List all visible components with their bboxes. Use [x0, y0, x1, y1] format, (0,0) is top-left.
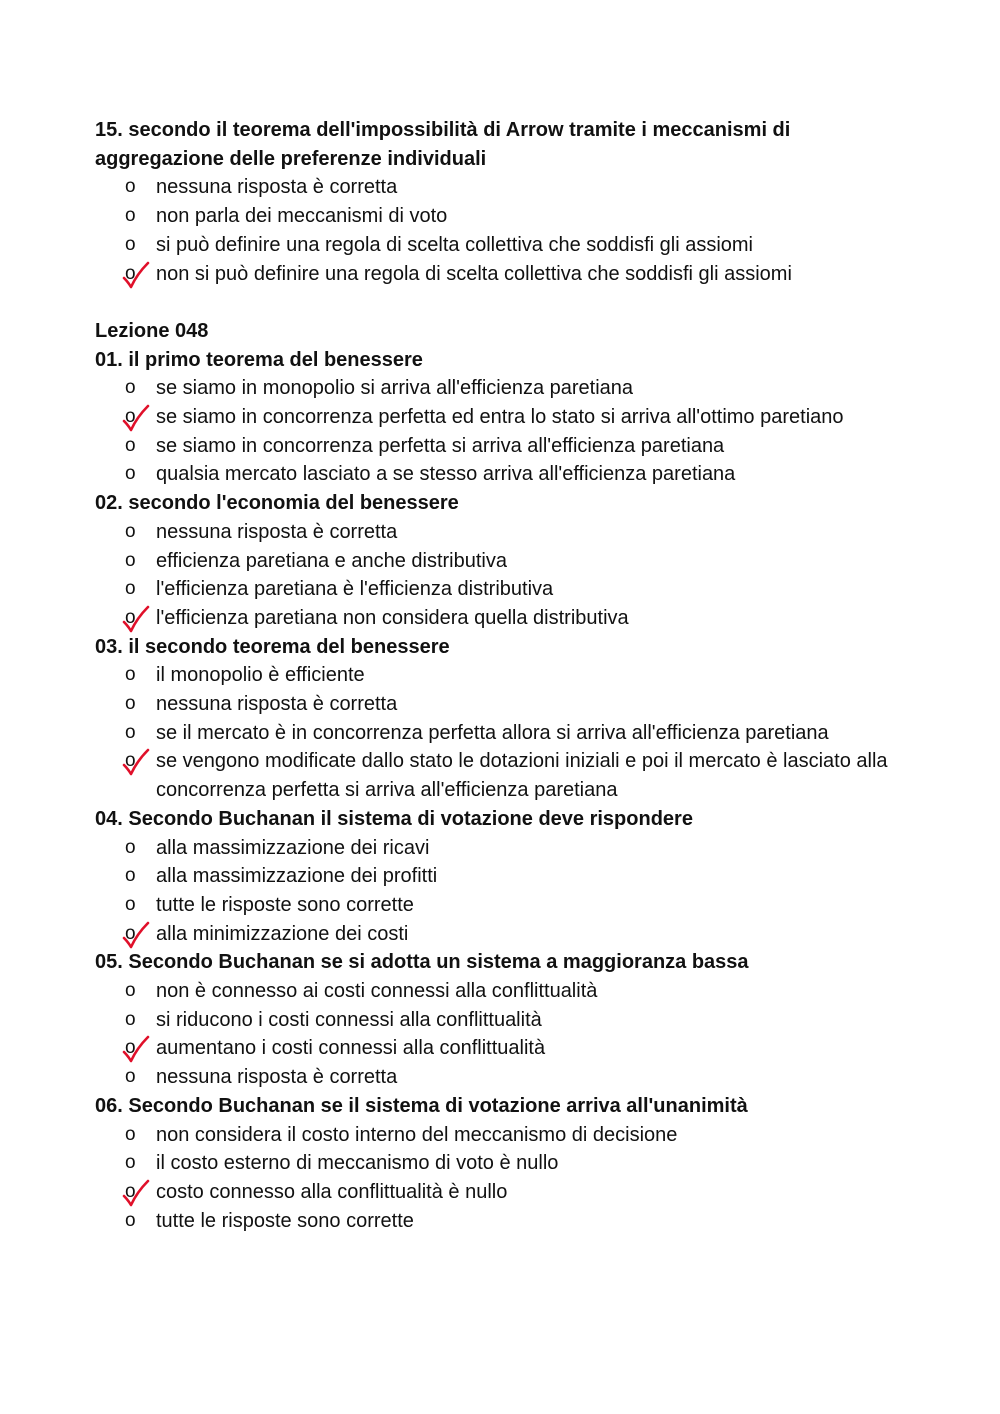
answer-options — [95, 374, 915, 489]
answer-option-text: nessuna risposta è corretta — [156, 520, 398, 543]
answer-option-text: aumentano i costi connessi alla conflittualità — [156, 1037, 546, 1060]
question-block — [95, 948, 915, 1092]
question-title: 06. Secondo Buchanan se il sistema di votazione arriva all'unanimità — [95, 1094, 748, 1117]
bullet-icon: o — [125, 1209, 136, 1231]
answer-option-text: si riducono i costi connessi alla conflittualità — [156, 1008, 542, 1031]
bullet-icon: o — [125, 1037, 136, 1059]
bullet-icon: o — [125, 693, 136, 715]
answer-option-text: non è connesso ai costi connessi alla conflittualità — [156, 980, 598, 1003]
answer-option-text: non si può definire una regola di scelta collettiva che soddisfi gli assiomi — [156, 262, 792, 285]
answer-option — [95, 518, 915, 547]
answer-options — [95, 977, 915, 1092]
bullet-icon: o — [125, 176, 136, 198]
answer-option-text: l'efficienza paretiana è l'efficienza distributiva — [156, 578, 554, 601]
bullet-icon: o — [125, 865, 136, 887]
answer-option-text: il costo esterno di meccanismo di voto è nullo — [156, 1152, 559, 1175]
bullet-icon: o — [125, 922, 136, 944]
question-block — [95, 116, 915, 288]
answer-option — [95, 1034, 915, 1063]
bullet-icon: o — [125, 520, 136, 542]
answer-option — [95, 719, 915, 748]
answer-option — [95, 1121, 915, 1150]
checkmark-icon — [121, 403, 153, 433]
checkmark-icon — [121, 920, 153, 950]
bullet-icon: o — [125, 205, 136, 227]
answer-option-text: se siamo in monopolio si arriva all'efficienza paretiana — [156, 377, 634, 400]
bullet-icon: o — [125, 377, 136, 399]
question-block — [95, 633, 915, 805]
question-title: 03. il secondo teorema del benessere — [95, 635, 450, 658]
quiz-content — [95, 116, 915, 1235]
answer-option — [95, 1063, 915, 1092]
answer-option — [95, 977, 915, 1006]
answer-option — [95, 231, 915, 260]
checkmark-icon — [121, 260, 153, 290]
bullet-icon: o — [125, 664, 136, 686]
answer-options — [95, 834, 915, 949]
bullet-icon: o — [125, 1008, 136, 1030]
question-block — [95, 346, 915, 490]
answer-option — [95, 1006, 915, 1035]
answer-option — [95, 661, 915, 690]
answer-options — [95, 518, 915, 633]
answer-option-text: se vengono modificate dallo stato le dotazioni iniziali e poi il mercato è lasciato alla concorrenza perfetta si arriva all'efficienza paretiana — [156, 750, 888, 802]
bullet-icon: o — [125, 406, 136, 428]
checkmark-icon — [121, 1178, 153, 1208]
section — [95, 288, 915, 1235]
question-title: 05. Secondo Buchanan se si adotta un sistema a maggioranza bassa — [95, 951, 749, 974]
answer-option-text: non parla dei meccanismi di voto — [156, 205, 448, 228]
bullet-icon: o — [125, 1123, 136, 1145]
bullet-icon: o — [125, 1066, 136, 1088]
answer-options — [95, 1121, 915, 1236]
answer-option — [95, 575, 915, 604]
bullet-icon: o — [125, 233, 136, 255]
question-block — [95, 489, 915, 633]
answer-option — [95, 747, 915, 804]
answer-option — [95, 1178, 915, 1207]
question-title: 02. secondo l'economia del benessere — [95, 492, 459, 515]
bullet-icon: o — [125, 1152, 136, 1174]
answer-option-text: alla massimizzazione dei profitti — [156, 865, 438, 888]
bullet-icon: o — [125, 721, 136, 743]
question-block — [95, 1092, 915, 1236]
bullet-icon: o — [125, 262, 136, 284]
answer-option-text: alla massimizzazione dei ricavi — [156, 836, 430, 859]
answer-option-text: se il mercato è in concorrenza perfetta allora si arriva all'efficienza paretiana — [156, 721, 829, 744]
answer-option — [95, 202, 915, 231]
answer-option-text: non considera il costo interno del meccanismo di decisione — [156, 1123, 678, 1146]
answer-option — [95, 374, 915, 403]
answer-option-text: tutte le risposte sono corrette — [156, 893, 414, 916]
answer-option-text: nessuna risposta è corretta — [156, 1066, 398, 1089]
bullet-icon: o — [125, 1181, 136, 1202]
answer-option — [95, 260, 915, 289]
answer-option — [95, 547, 915, 576]
answer-option-text: efficienza paretiana e anche distributiva — [156, 549, 507, 572]
answer-option-text: qualsia mercato lasciato a se stesso arriva all'efficienza paretiana — [156, 463, 736, 486]
bullet-icon: o — [125, 750, 136, 772]
bullet-icon: o — [125, 549, 136, 571]
answer-option-text: se siamo in concorrenza perfetta ed entra lo stato si arriva all'ottimo paretiano — [156, 406, 844, 429]
bullet-icon: o — [125, 893, 136, 915]
answer-option — [95, 460, 915, 489]
bullet-icon: o — [125, 463, 136, 485]
question-title: 01. il primo teorema del benessere — [95, 348, 423, 371]
section — [95, 116, 915, 288]
answer-option-text: nessuna risposta è corretta — [156, 176, 398, 199]
answer-option-text: se siamo in concorrenza perfetta si arriva all'efficienza paretiana — [156, 434, 725, 457]
checkmark-icon — [121, 604, 153, 634]
answer-option — [95, 604, 915, 633]
checkmark-icon — [121, 1034, 153, 1064]
bullet-icon: o — [125, 836, 136, 858]
answer-option — [95, 920, 915, 949]
question-title: 04. Secondo Buchanan il sistema di votazione deve rispondere — [95, 807, 693, 830]
answer-option — [95, 834, 915, 863]
answer-option — [95, 891, 915, 920]
answer-option-text: alla minimizzazione dei costi — [156, 922, 409, 945]
bullet-icon: o — [125, 980, 136, 1002]
answer-option-text: nessuna risposta è corretta — [156, 693, 398, 716]
bullet-icon: o — [125, 434, 136, 456]
answer-option — [95, 432, 915, 461]
answer-option-text: tutte le risposte sono corrette — [156, 1209, 414, 1232]
answer-option — [95, 1207, 915, 1236]
answer-option — [95, 403, 915, 432]
bullet-icon: o — [125, 578, 136, 600]
section-spacer — [95, 288, 915, 317]
answer-option — [95, 1149, 915, 1178]
answer-option-text: si può definire una regola di scelta collettiva che soddisfi gli assiomi — [156, 233, 753, 256]
answer-option-text: il monopolio è efficiente — [156, 664, 365, 687]
answer-options — [95, 173, 915, 288]
answer-options — [95, 661, 915, 805]
lesson-title: Lezione 048 — [95, 319, 209, 342]
answer-option-text: costo connesso alla conflittualità è nullo — [156, 1181, 508, 1203]
answer-option — [95, 173, 915, 202]
question-block — [95, 805, 915, 949]
question-title: 15. secondo il teorema dell'impossibilità di Arrow tramite i meccanismi di aggregazione delle preferenze individuali — [95, 119, 791, 170]
bullet-icon: o — [125, 606, 136, 628]
answer-option — [95, 690, 915, 719]
checkmark-icon — [121, 747, 153, 777]
answer-option — [95, 862, 915, 891]
answer-option-text: l'efficienza paretiana non considera quella distributiva — [156, 606, 629, 629]
